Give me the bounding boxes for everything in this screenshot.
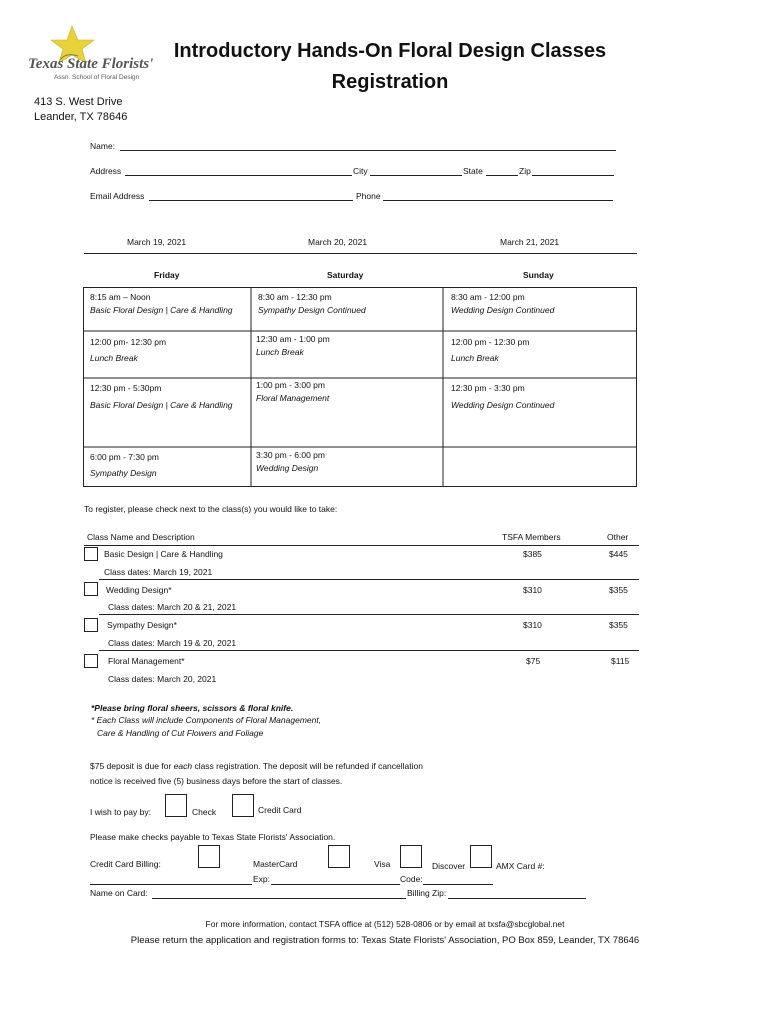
row-divider	[99, 579, 639, 580]
name-on-card-field[interactable]	[152, 898, 406, 899]
col-members-header: TSFA Members	[502, 532, 561, 542]
pay-credit-label: Credit Card	[258, 805, 302, 815]
billing-zip-label: Billing Zip:	[407, 888, 447, 898]
class-checkbox-sympathy[interactable]	[84, 618, 98, 632]
row-divider	[99, 650, 639, 651]
logo-name: Texas State Florists'	[28, 56, 154, 72]
sat-slot-3: 1:00 pm - 3:00 pm Floral Management	[256, 380, 330, 403]
footer-info: For more information, contact TSFA office at (512) 528-0806 or by email at txsfa@sbcglobal.net	[205, 919, 565, 929]
class-member-price-floral-management: $75	[526, 656, 541, 666]
sat-slot-2: 12:30 am - 1:00 pm Lunch Break	[256, 334, 330, 357]
footer-return: Please return the application and registration forms to: Texas State Florists' Association, PO Box 859, Leander, TX 78646	[130, 935, 640, 946]
payable-note: Please make checks payable to Texas State Florists' Association.	[90, 832, 336, 842]
register-intro: To register, please check next to the class(s) you would like to take:	[84, 504, 338, 514]
date-friday: March 19, 2021	[127, 237, 187, 247]
amx-label: AMX Card #:	[496, 861, 545, 871]
exp-field[interactable]	[271, 884, 400, 885]
logo-subtitle: Assn. School of Floral Design	[54, 74, 140, 81]
sat-slot-1: 8:30 am - 12:30 pm Sympathy Design Continued	[258, 292, 366, 315]
sun-slot-1: 8:30 am - 12:00 pm Wedding Design Continued	[451, 292, 555, 315]
class-dates-sympathy: Class dates: March 19 & 20, 2021	[108, 638, 237, 648]
day-friday: Friday	[154, 270, 180, 280]
visa-label: Visa	[374, 859, 391, 869]
class-member-price-basic: $385	[523, 549, 542, 559]
class-dates-basic: Class dates: March 19, 2021	[104, 567, 213, 577]
row-divider	[99, 614, 639, 615]
code-field[interactable]	[423, 884, 493, 885]
title-line1: Introductory Hands-On Floral Design Classes	[173, 40, 607, 62]
address-label: Address	[90, 166, 122, 176]
class-name-sympathy: Sympathy Design*	[107, 620, 177, 630]
class-checkbox-basic[interactable]	[84, 547, 98, 561]
billing-zip-field[interactable]	[448, 898, 586, 899]
state-field[interactable]	[486, 175, 518, 176]
phone-field[interactable]	[383, 200, 613, 201]
deposit-note-line2: notice is received five (5) business days before the start of classes.	[90, 776, 343, 786]
day-saturday: Saturday	[327, 270, 364, 280]
city-label: City	[353, 166, 368, 176]
class-member-price-sympathy: $310	[523, 620, 542, 630]
class-member-price-wedding: $310	[523, 585, 542, 595]
state-label: State	[463, 166, 483, 176]
mastercard-checkbox[interactable]	[198, 845, 220, 868]
card-billing-label: Credit Card Billing:	[90, 859, 161, 869]
class-name-floral-management: Floral Management*	[108, 656, 185, 666]
each-note-line1: * Each Class will include Components of Floral Management,	[91, 715, 322, 725]
each-note-line2: Care & Handling of Cut Flowers and Foliage	[97, 728, 264, 738]
class-other-price-floral-management: $115	[611, 656, 630, 666]
zip-label: Zip	[519, 166, 531, 176]
date-saturday: March 20, 2021	[308, 237, 368, 247]
name-on-card-label: Name on Card:	[90, 888, 148, 898]
phone-label: Phone	[356, 191, 381, 201]
pay-check-label: Check	[192, 807, 217, 817]
sat-slot-4: 3:30 pm - 6:00 pm Wedding Design	[256, 450, 325, 473]
city-field[interactable]	[370, 175, 462, 176]
class-dates-floral-management: Class dates: March 20, 2021	[108, 674, 217, 684]
class-checkbox-wedding[interactable]	[84, 582, 98, 596]
class-other-price-wedding: $355	[609, 585, 628, 595]
class-other-price-sympathy: $355	[609, 620, 628, 630]
class-dates-wedding: Class dates: March 20 & 21, 2021	[108, 602, 237, 612]
schedule-grid	[83, 287, 637, 487]
fri-slot-1: 8:15 am – Noon Basic Floral Design | Care & Handling	[90, 292, 233, 315]
discover-checkbox[interactable]	[400, 845, 422, 868]
fri-slot-3: 12:30 pm - 5:30pm Basic Floral Design | Care & Handling	[90, 383, 233, 410]
mastercard-label: MasterCard	[253, 859, 298, 869]
org-address-line1: 413 S. West Drive	[34, 96, 123, 108]
logo	[26, 22, 156, 90]
email-label: Email Address	[90, 191, 145, 201]
pay-check-checkbox[interactable]	[165, 794, 187, 817]
exp-label: Exp:	[253, 874, 271, 884]
deposit-note-line1: $75 deposit is due for each class registration. The deposit will be refunded if cancellation	[90, 761, 423, 771]
name-label: Name:	[90, 141, 116, 151]
address-field[interactable]	[125, 175, 352, 176]
sun-slot-2: 12:00 pm - 12:30 pm Lunch Break	[451, 337, 530, 363]
card-number-field[interactable]	[90, 884, 252, 885]
day-sunday: Sunday	[523, 270, 554, 280]
discover-label: Discover	[432, 861, 466, 871]
email-field[interactable]	[149, 200, 353, 201]
class-checkbox-floral-management[interactable]	[84, 654, 98, 668]
visa-checkbox[interactable]	[328, 845, 350, 868]
sun-slot-3: 12:30 pm - 3:30 pm Wedding Design Continued	[451, 383, 555, 410]
class-other-price-basic: $445	[609, 549, 628, 559]
fri-slot-4: 6:00 pm - 7:30 pm Sympathy Design	[90, 452, 159, 478]
pay-credit-checkbox[interactable]	[232, 794, 254, 817]
fri-slot-2: 12:00 pm- 12:30 pm Lunch Break	[90, 337, 167, 363]
org-address-line2: Leander, TX 78646	[34, 111, 128, 123]
class-name-basic: Basic Design | Care & Handling	[104, 549, 223, 559]
pay-by-label: I wish to pay by:	[90, 807, 151, 817]
date-sunday: March 21, 2021	[500, 237, 560, 247]
name-field[interactable]	[120, 150, 616, 151]
class-name-wedding: Wedding Design*	[106, 585, 172, 595]
page-title	[150, 36, 630, 98]
header-divider	[84, 545, 639, 546]
col-other-header: Other	[607, 532, 629, 542]
amx-checkbox[interactable]	[470, 845, 492, 868]
col-class-header: Class Name and Description	[87, 532, 195, 542]
dates-divider	[84, 253, 637, 254]
code-label: Code:	[400, 874, 423, 884]
bring-note: *Please bring floral sheers, scissors & floral knife.	[91, 703, 294, 713]
zip-field[interactable]	[532, 175, 614, 176]
title-line2: Registration	[331, 71, 449, 93]
